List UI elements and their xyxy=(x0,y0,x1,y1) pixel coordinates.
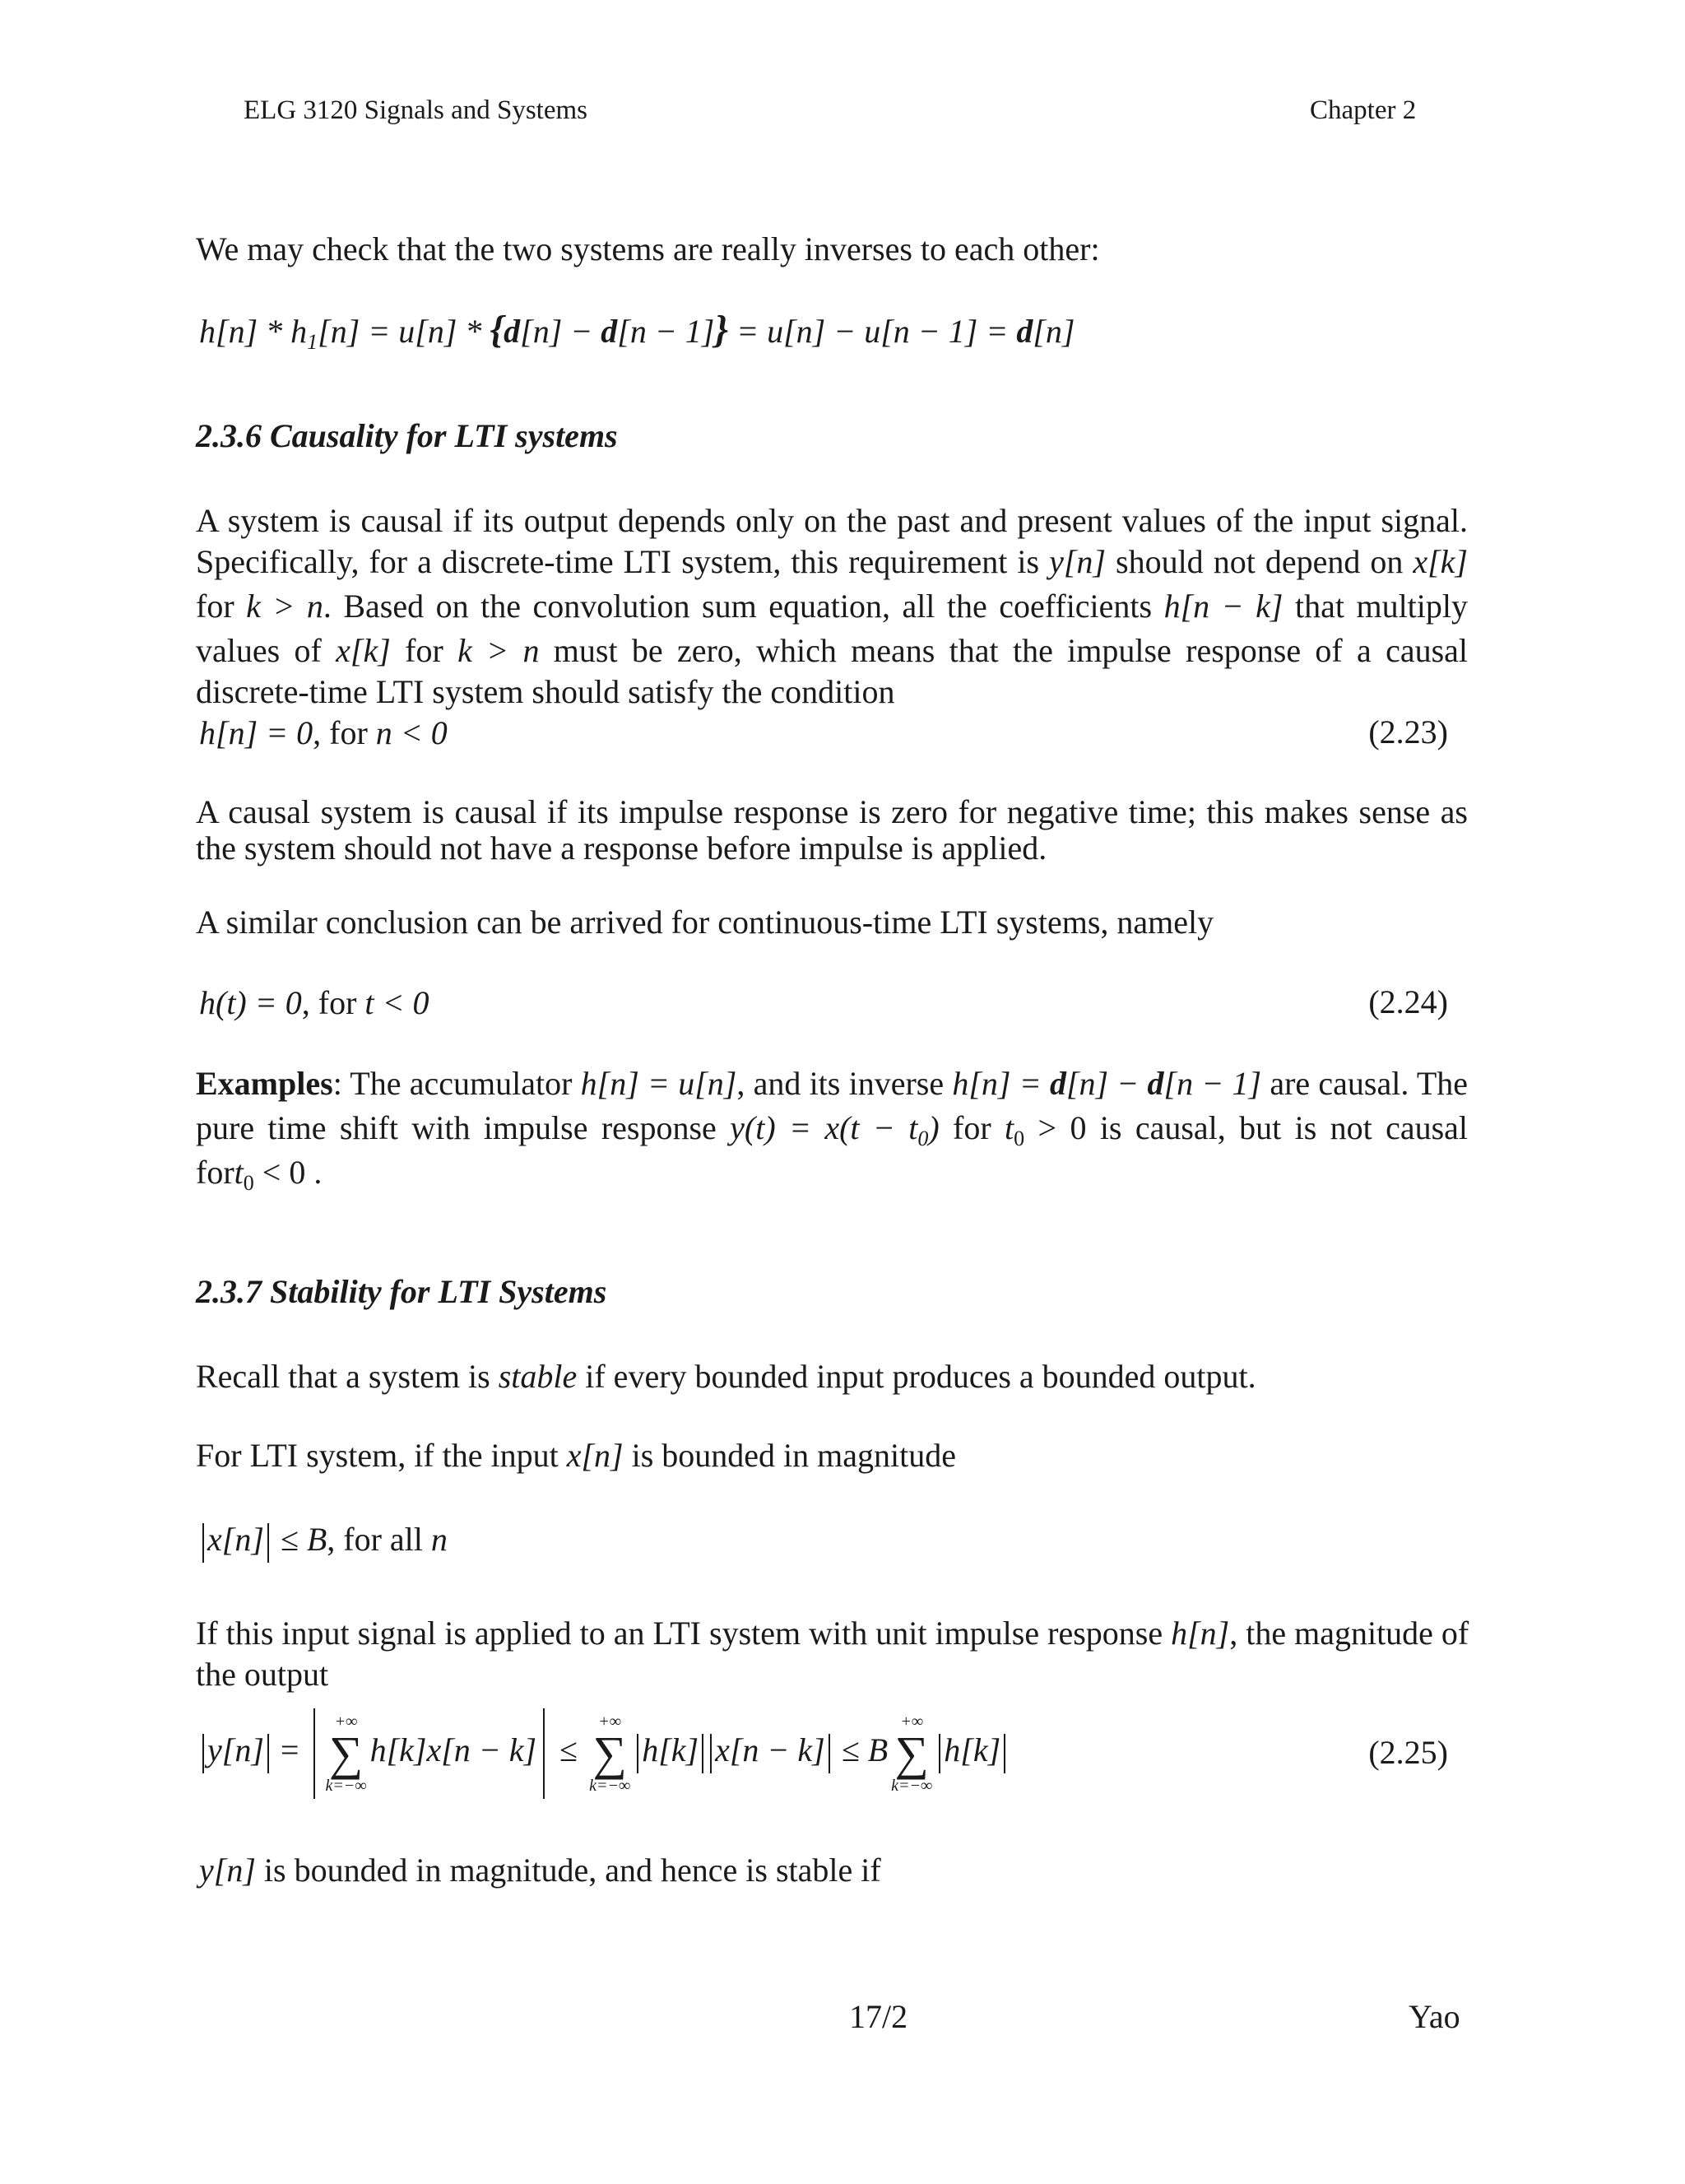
examples-l2-end: is causal, but is not causal xyxy=(1099,1109,1469,1146)
examples-line-3 xyxy=(196,1152,322,1193)
equation-2-25 xyxy=(199,1705,1009,1799)
header-chapter: Chapter 2 xyxy=(1310,95,1417,125)
eq-inverse-delta2: d xyxy=(601,313,618,350)
sum-upper-limit: +∞ xyxy=(900,1712,924,1731)
examples-line-2 xyxy=(196,1108,1468,1149)
abs-bar xyxy=(939,1734,940,1773)
left-brace: { xyxy=(490,308,504,351)
stability-l3-a: If this input signal is applied to an LTI system with unit impulse response xyxy=(196,1615,1163,1652)
equation-inverse-check xyxy=(199,309,1075,352)
stability-l1-a: Recall that a system is xyxy=(196,1358,499,1395)
intro-text: We may check that the two systems are really inverses to each other: xyxy=(196,230,1100,267)
eq23-lhs: h[n] = 0 xyxy=(199,714,313,751)
sigma-symbol: ∑ xyxy=(894,1726,929,1780)
sum-upper-limit: +∞ xyxy=(334,1712,358,1731)
math-gt-zero: > 0 xyxy=(1037,1109,1087,1146)
bound-xn: x[n] xyxy=(207,1521,264,1558)
summation xyxy=(325,1713,366,1794)
page-number: 17/2 xyxy=(849,1998,908,2035)
causality-l4-for: for xyxy=(405,632,443,669)
eq24-lhs: h(t) = 0 xyxy=(199,984,302,1021)
header-course: ELG 3120 Signals and Systems xyxy=(244,95,587,125)
sum-lower-limit: k=−∞ xyxy=(589,1776,631,1795)
abs-bar-tall xyxy=(543,1708,545,1799)
sum-lower-limit: k=−∞ xyxy=(891,1776,933,1795)
sum-lower-limit: k=−∞ xyxy=(325,1776,367,1795)
abs-bar-tall xyxy=(313,1708,315,1799)
abs-bar xyxy=(829,1734,830,1773)
math-delta-a: d xyxy=(1049,1065,1066,1102)
causal-paragraph-line-2: the system should not have a response before impulse is applied. xyxy=(196,829,1047,867)
math-delta-b: d xyxy=(1147,1065,1164,1102)
math-k-gt-n-2: k > n xyxy=(457,632,540,669)
summation xyxy=(589,1713,630,1794)
eq-inverse-part4: [n − 1] xyxy=(617,313,715,350)
right-brace: } xyxy=(714,308,729,351)
bound-for-all: , for all xyxy=(327,1521,423,1558)
math-inverse-lhs: h[n] = xyxy=(952,1065,1050,1102)
stability-l2-c: is bounded in magnitude xyxy=(623,1437,957,1474)
causality-line-5: discrete-time LTI system should satisfy the condition xyxy=(196,673,895,710)
eq25-lhs: y[n] xyxy=(207,1731,264,1768)
eq-inverse-delta3: d xyxy=(1016,313,1033,350)
author: Yao xyxy=(1409,1998,1460,2035)
stability-line-3 xyxy=(196,1613,1468,1654)
examples-l3-for: for xyxy=(196,1154,234,1191)
examples-l1-end: are causal. The xyxy=(1270,1065,1469,1102)
abs-bar xyxy=(267,1523,269,1563)
math-t0-sub: 0 xyxy=(1014,1127,1025,1150)
abs-bar xyxy=(1004,1734,1005,1773)
equation-number-2-24: (2.24) xyxy=(1368,983,1448,1020)
examples-label: Examples xyxy=(196,1065,333,1102)
math-h-n-minus-k: h[n − k] xyxy=(1163,588,1283,625)
eq25-term2b: x[n − k] xyxy=(715,1731,825,1768)
stability-l1-c: if every bounded input produces a bounded output. xyxy=(577,1358,1256,1395)
equation-2-23 xyxy=(199,713,448,754)
eq-inverse-part5: = u[n] − u[n − 1] = xyxy=(728,313,1017,350)
causality-line-4 xyxy=(196,630,1468,671)
math-lt-zero: < 0 . xyxy=(253,1154,323,1191)
eq25-term1: h[k]x[n − k] xyxy=(369,1731,537,1768)
stability-line-2 xyxy=(196,1435,956,1476)
sum-upper-limit: +∞ xyxy=(598,1712,622,1731)
math-k-gt-n: k > n xyxy=(246,588,323,625)
section-title-stability: 2.3.7 Stability for LTI Systems xyxy=(196,1273,607,1310)
causality-l3-text: . Based on the convolution sum equation, all the coefficients xyxy=(323,588,1153,625)
eq25-le1: ≤ xyxy=(551,1731,587,1768)
causality-l4-text: must be zero, which means that the impulse response of a causal xyxy=(553,632,1469,669)
examples-line-1 xyxy=(196,1063,1468,1104)
eq-inverse-part2: [n] = u[n] * xyxy=(318,313,482,350)
math-t0-b-sub: 0 xyxy=(243,1171,254,1195)
math-t0: t xyxy=(1005,1109,1014,1146)
causal-paragraph-line-1: A causal system is causal if its impulse response is zero for negative time; this makes sense as xyxy=(196,793,1468,830)
math-inverse-mid: [n] − xyxy=(1065,1065,1148,1102)
section-title-causality: 2.3.6 Causality for LTI systems xyxy=(196,417,618,454)
stability-last-line xyxy=(199,1850,881,1891)
math-shift-close: ) xyxy=(928,1109,940,1146)
causality-l3-end: that multiply xyxy=(1294,588,1469,625)
eq25-term3: h[k] xyxy=(944,1731,1001,1768)
stability-line-1 xyxy=(196,1356,1256,1397)
eq-inverse-part1: h[n] * h xyxy=(199,313,308,350)
math-shift-sub: 0 xyxy=(917,1127,929,1150)
stability-l3-c: , the magnitude of xyxy=(1229,1615,1469,1652)
math-t0-b: t xyxy=(234,1154,244,1191)
examples-l1-text: : The accumulator xyxy=(332,1065,573,1102)
eq23-for: , for xyxy=(313,714,368,751)
equation-number-2-23: (2.23) xyxy=(1368,713,1448,750)
eq25-le2: ≤ B xyxy=(833,1731,889,1768)
eq23-cond: n < 0 xyxy=(375,714,448,751)
eq-inverse-delta1: d xyxy=(504,313,521,350)
stability-last-text: is bounded in magnitude, and hence is stable if xyxy=(255,1852,881,1889)
continuous-time-text: A similar conclusion can be arrived for continuous-time LTI systems, namely xyxy=(196,904,1214,941)
math-yn: y[n] xyxy=(1049,543,1106,580)
math-xk-2: x[k] xyxy=(336,632,391,669)
abs-bar xyxy=(202,1523,204,1563)
math-xn: x[n] xyxy=(566,1437,624,1474)
causality-l2-text: Specifically, for a discrete-time LTI system, this requirement is xyxy=(196,543,1040,580)
examples-l2-text: pure time shift with impulse response xyxy=(196,1109,717,1146)
sigma-symbol: ∑ xyxy=(328,1726,364,1780)
math-inverse-end: [n − 1] xyxy=(1163,1065,1262,1102)
stability-l2-a: For LTI system, if the input xyxy=(196,1437,567,1474)
examples-l2-for: for xyxy=(953,1109,991,1146)
abs-bar xyxy=(637,1734,638,1773)
abs-bar xyxy=(702,1734,703,1773)
equation-2-24 xyxy=(199,983,429,1024)
eq25-term2a: h[k] xyxy=(642,1731,699,1768)
eq-inverse-part6: [n] xyxy=(1033,313,1075,350)
math-hn: h[n] xyxy=(1171,1615,1230,1652)
math-xk: x[k] xyxy=(1413,543,1468,580)
bound-n: n xyxy=(430,1521,448,1558)
eq24-cond: t < 0 xyxy=(364,984,429,1021)
eq-inverse-sub: 1 xyxy=(307,330,318,354)
eq-inverse-part3: [n] − xyxy=(520,313,601,350)
abs-bar xyxy=(710,1734,712,1773)
causality-l3-for: for xyxy=(196,588,234,625)
bound-le-b: ≤ B xyxy=(272,1521,327,1558)
equation-number-2-25: (2.25) xyxy=(1368,1734,1448,1771)
causality-l2-text-b: should not depend on xyxy=(1116,543,1404,580)
stable-word: stable xyxy=(498,1358,578,1395)
causality-l4-values-of: values of xyxy=(196,632,322,669)
stability-line-4: the output xyxy=(196,1656,329,1693)
eq25-equals: = xyxy=(272,1731,308,1768)
causality-line-3 xyxy=(196,586,1468,627)
math-shift: y(t) = x(t − t xyxy=(730,1109,918,1146)
sigma-symbol: ∑ xyxy=(592,1726,627,1780)
bound-equation xyxy=(199,1519,448,1563)
causality-line-1: A system is causal if its output depends only on the past and present values of the input signal. xyxy=(196,502,1468,539)
summation xyxy=(891,1713,932,1794)
eq24-for: , for xyxy=(301,984,357,1021)
abs-bar xyxy=(202,1734,204,1773)
math-accumulator: h[n] = u[n] xyxy=(580,1065,737,1102)
causality-line-2 xyxy=(196,541,1468,583)
abs-bar xyxy=(267,1734,269,1773)
math-yn-2: y[n] xyxy=(199,1852,256,1889)
examples-l1-inverse: , and its inverse xyxy=(736,1065,945,1102)
